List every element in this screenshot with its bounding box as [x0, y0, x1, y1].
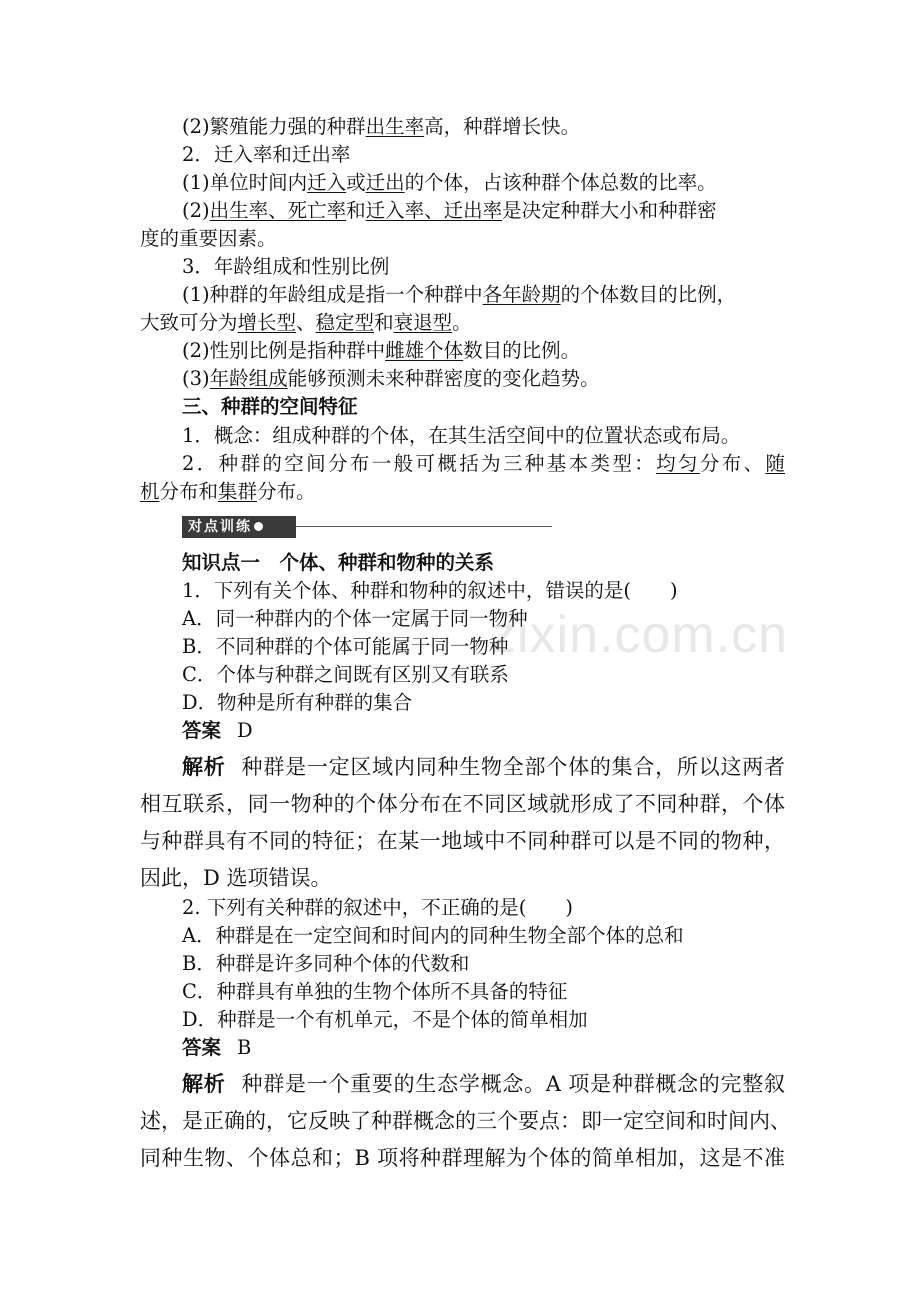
answer-label: 答案 [182, 719, 222, 742]
banner-rule [296, 526, 552, 527]
key-term: 出生率、死亡率 [209, 199, 347, 222]
key-term: 雌雄个体 [385, 339, 464, 362]
option-c: C．个体与种群之间既有区别又有联系 [182, 663, 509, 686]
option-b: B．不同种群的个体可能属于同一物种 [182, 635, 509, 658]
text-line: 度的重要因素。 [140, 227, 277, 250]
option-a: A．同一种群内的个体一定属于同一物种 [182, 607, 528, 630]
analysis-line: 同种生物、个体总和；B 项将种群理解为个体的简单相加，这是不准 [140, 1146, 785, 1170]
option-a: A．种群是在一定空间和时间内的同种生物全部个体的总和 [182, 924, 684, 947]
text-line: 1．概念：组成种群的个体，在其生活空间中的位置状态或布局。 [182, 424, 741, 447]
key-term: 迁入 [307, 171, 347, 194]
analysis-label: 解析 [182, 1072, 226, 1096]
analysis-line: 与种群具有不同的特征；在某一地域中不同种群可以是不同的物种， [140, 829, 785, 853]
key-term: 各年龄期 [482, 283, 561, 306]
key-term: 出生率 [365, 115, 425, 138]
answer-value: D [237, 719, 253, 742]
key-term: 迁入率、迁出率 [365, 199, 503, 222]
question-stem: 1．下列有关个体、种群和物种的叙述中，错误的是( ) [182, 579, 678, 602]
option-d: D．种群是一个有机单元，不是个体的简单相加 [182, 1008, 588, 1031]
text-line: (1)单位时间内迁入或迁出的个体，占该种群个体总数的比率。 [182, 171, 717, 194]
question-stem: 2. 下列有关种群的叙述中，不正确的是( ) [182, 896, 574, 919]
analysis-line: 解析 种群是一个重要的生态学概念。A 项是种群概念的完整叙 [182, 1072, 786, 1096]
key-term: 年龄组成 [209, 367, 288, 390]
bullet-dot-icon [254, 522, 263, 531]
key-term: 增长型 [237, 311, 297, 334]
subheading: 2．迁入率和迁出率 [182, 143, 351, 166]
subheading: 3．年龄组成和性别比例 [182, 255, 390, 278]
analysis-line: 因此，D 选项错误。 [140, 866, 332, 890]
text-line: (2)出生率、死亡率和迁入率、迁出率是决定种群大小和种群密 [182, 199, 717, 222]
analysis-line: 述，是正确的，它反映了种群概念的三个要点：即一定空间和时间内、 [140, 1109, 791, 1133]
analysis-line: 解析 种群是一定区域内同种生物全部个体的集合，所以这两者 [182, 755, 786, 779]
practice-banner [182, 516, 552, 538]
key-term: 随 [765, 452, 785, 475]
text-line: (2)繁殖能力强的种群出生率高，种群增长快。 [182, 115, 581, 138]
text-line: (3)年龄组成能够预测未来种群密度的变化趋势。 [182, 367, 600, 390]
key-term: 机 [140, 480, 160, 503]
banner-label-box [182, 516, 296, 538]
option-b: B．种群是许多同种个体的代数和 [182, 952, 470, 975]
key-term: 稳定型 [315, 311, 375, 334]
key-term: 衰退型 [393, 311, 453, 334]
text-line: 2．种群的空间分布一般可概括为三种基本类型：均匀分布、随 [182, 452, 785, 475]
answer-line [182, 1034, 827, 1062]
text-line: (1)种群的年龄组成是指一个种群中各年龄期的个体数目的比例， [182, 283, 737, 306]
key-term: 集群 [218, 480, 258, 503]
watermark: zixin.com.cn [490, 606, 789, 664]
answer-value: B [237, 1036, 252, 1059]
analysis-label: 解析 [182, 755, 226, 779]
answer-line [182, 717, 827, 745]
knowledge-point-title: 知识点一 个体、种群和物种的关系 [182, 551, 495, 574]
answer-label: 答案 [182, 1036, 222, 1059]
text-line: 机分布和集群分布。 [140, 480, 316, 503]
key-term: 迁出 [365, 171, 405, 194]
section-title: 三、种群的空间特征 [182, 395, 358, 418]
option-c: C．种群具有单独的生物个体所不具备的特征 [182, 980, 568, 1003]
option-d: D．物种是所有种群的集合 [182, 691, 413, 714]
key-term: 均匀 [656, 452, 700, 475]
analysis-line: 相互联系，同一物种的个体分布在不同区域就形成了不同种群，个体 [140, 792, 785, 816]
banner-label: 对点训练 [188, 519, 252, 535]
text-line: (2)性别比例是指种群中雌雄个体数目的比例。 [182, 339, 581, 362]
text-line: 大致可分为增长型、稳定型和衰退型。 [140, 311, 472, 334]
